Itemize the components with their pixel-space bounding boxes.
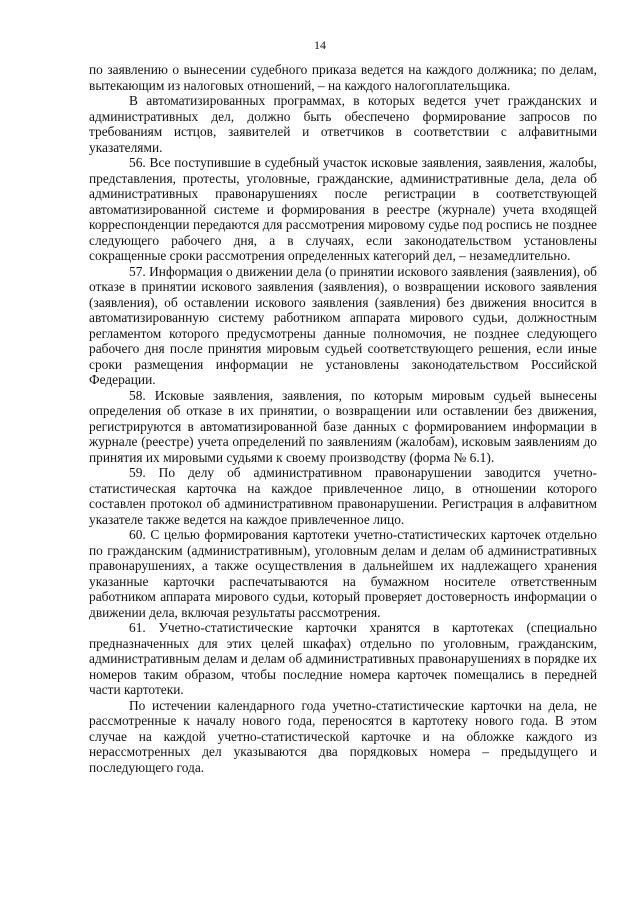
paragraph-57: 57. Информация о движении дела (о принятии искового заявления (заявления), об отказе в принятии искового заявления (заявления), о возвращении искового заявления (заявления), об оставлении искового заявления (заявления) без движения вносится в автоматизированную систему работником аппарата мирового судьи, должностным регламентом которого предусмотрены данные полномочия, не позднее следующего рабочего дня после принятия мировым судьей соответствующего решения, если иные сроки размещения информации не установлены законодательством Российской Федерации. xyxy=(89,263,597,387)
paragraph-automated-programs: В автоматизированных программах, в которых ведется учет гражданских и административных дел, должно быть обеспечено формирование запросов по требованиям истцов, заявителей и ответчиков в соответствии с алфавитными указателями. xyxy=(89,93,597,155)
paragraph-61: 61. Учетно-статистические карточки хранятся в картотеках (специально предназначенных для этих целей шкафах) отдельно по уголовным, гражданским, административным делам и делам об административных правонарушениях в порядке их номеров таким образом, чтобы последние номера карточек помещались в передней части картотеки. xyxy=(89,620,597,697)
paragraph-60: 60. С целью формирования картотеки учетно-статистических карточек отдельно по гражданским (административным), уголовным делам и делам об административных правонарушениях, а также осуществления в дальнейшем их надлежащего хранения указанные карточки распечатываются на бумажном носителе ответственным работником аппарата мирового судьи, который проверяет достоверность информации о движении дела, включая результаты рассмотрения. xyxy=(89,527,597,620)
page-number: 14 xyxy=(314,38,326,52)
paragraph-58: 58. Исковые заявления, заявления, по которым мировым судьей вынесены определения об отказе в их принятии, о возвращении или оставлении без движения, регистрируются в автоматизированной базе данных с формированием информации в журнале (реестре) учета определений по заявлениям (жалобам), исковым заявлениям до принятия их мировыми судьями к своему производству (форма № 6.1). xyxy=(89,387,597,465)
document-body xyxy=(89,62,597,775)
paragraph-59: 59. По делу об административном правонарушении заводится учетно-статистическая карточка на каждое привлеченное лицо, в отношении которого составлен протокол об административном правонарушении. Регистрация в алфавитном указателе также ведется на каждое привлеченное лицо. xyxy=(89,465,597,527)
paragraph-56: 56. Все поступившие в судебный участок исковые заявления, заявления, жалобы, представления, протесты, уголовные, гражданские, административные дела, дела об административных правонарушениях после регистрации в соответствующей автоматизированной системе и формирования в реестре (журнале) учета входящей корреспонденции передаются для рассмотрения мировому судье под роспись не позднее следующего рабочего дня, а в случаях, если законодательством установлены сокращенные сроки рассмотрения определенных категорий дел, – незамедлительно. xyxy=(89,155,597,263)
paragraph-calendar-year: По истечении календарного года учетно-статистические карточки на дела, не рассмотренные к началу нового года, переносятся в картотеку нового года. В этом случае на каждой учетно-статистической карточке и на обложке каждого из нерассмотренных дел указываются два порядковых номера – предыдущего и последующего года. xyxy=(89,697,597,775)
paragraph-continuation: по заявлению о вынесении судебного приказа ведется на каждого должника; по делам, вытекающим из налоговых отношений, – на каждого налогоплательщика. xyxy=(89,62,597,93)
